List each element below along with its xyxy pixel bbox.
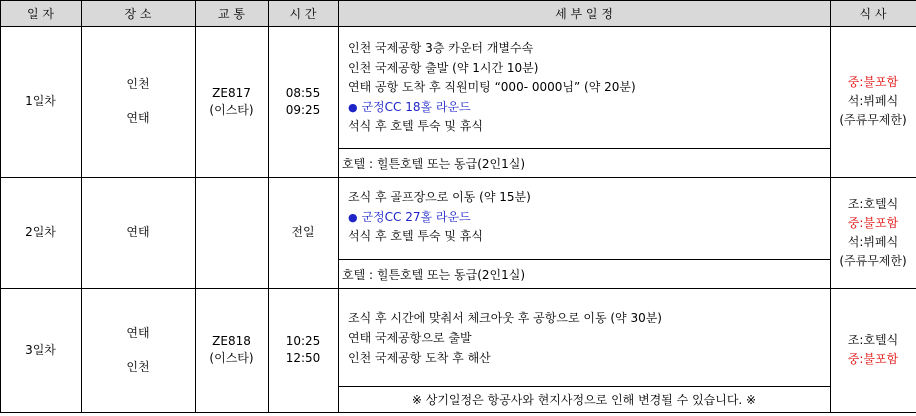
row2-place: [81, 177, 195, 288]
airline-name: (이스타): [209, 102, 254, 117]
schedule-line: 연태 국제공항으로 출발: [348, 331, 472, 345]
header-place: 장 소: [81, 0, 195, 26]
schedule-line: 석식 후 호텔 투숙 및 휴식: [348, 229, 483, 243]
row3-place: [81, 288, 195, 412]
row2-schedule: [338, 188, 830, 247]
round-text: 군정CC 27홀 라운드: [361, 209, 471, 224]
row3-day: [0, 288, 81, 412]
place-label: 연태: [126, 325, 150, 340]
header-transport: 교 통: [195, 0, 268, 26]
grid-line: [338, 0, 339, 413]
time-value: 전일: [291, 225, 315, 239]
meal-line: 조:호텔식: [847, 196, 899, 211]
meal-line: 석:뷔페식: [847, 234, 899, 249]
schedule-line: 연태 공항 도착 후 직원미팅 “000- 0000님” (약 20분): [348, 80, 636, 94]
place-label: 연태: [126, 225, 150, 239]
row3-meal: [830, 288, 916, 412]
grid-line: [0, 0, 916, 1]
day-label: 1일차: [25, 94, 56, 108]
bullet-dot-icon: ●: [348, 210, 358, 224]
grid-line: [338, 148, 830, 149]
meal-line: 석:뷔페식: [847, 94, 899, 108]
day-label: 3일차: [25, 342, 56, 357]
grid-line: [830, 0, 831, 413]
flight-number: ZE817: [212, 85, 251, 100]
schedule-line: 인천 국제공항 출발 (약 1시간 10분): [348, 60, 539, 75]
flight-number: ZE818: [212, 334, 251, 348]
row3-time: [268, 288, 338, 412]
notice-text: ※ 상기일정은 항공사와 현지사정으로 인해 변경될 수 있습니다. ※: [411, 392, 757, 407]
row2-transport: [195, 177, 268, 288]
time-value: 10:25: [285, 334, 321, 348]
row2-meal: [830, 177, 916, 288]
grid-line: [338, 259, 830, 260]
grid-line: [0, 288, 916, 289]
round-line: [348, 98, 830, 118]
row1-hotel: 호텔 : 힐튼호텔 또는 동급(2인1실): [342, 156, 526, 171]
grid-line: [0, 26, 916, 27]
round-text: 군정CC 18홀 라운드: [361, 99, 471, 114]
meal-line: 중:불포함: [847, 75, 899, 89]
meal-line: 중:불포함: [847, 215, 899, 230]
meal-line: (주류무제한): [839, 113, 907, 127]
row1-place: [81, 26, 195, 177]
schedule-line: 조식 후 시간에 맞춰서 체크아웃 후 공항으로 이동 (약 30분): [348, 311, 662, 325]
row3-schedule: [338, 308, 830, 368]
row2-hotel: 호텔 : 힐튼호텔 또는 동급(2인1실): [342, 267, 526, 282]
row1-time: [268, 26, 338, 177]
place-label: 인천: [126, 359, 150, 374]
time-value: 09:25: [285, 102, 321, 117]
schedule-line: 인천 국제공항 3층 카운터 개별수속: [348, 41, 534, 55]
row3-transport: [195, 288, 268, 412]
meal-line: 조:호텔식: [847, 333, 899, 347]
grid-line: [0, 177, 916, 178]
grid-line: [268, 0, 269, 413]
time-value: 08:55: [285, 85, 321, 100]
header-time: 시 간: [268, 0, 338, 26]
header-day: 일 자: [0, 0, 81, 26]
time-value: 12:50: [285, 351, 321, 365]
row1-day: [0, 26, 81, 177]
grid-line: [195, 0, 196, 413]
row1-meal: [830, 26, 916, 177]
schedule-line: 석식 후 호텔 투숙 및 휴식: [348, 119, 483, 133]
bullet-dot-icon: ●: [348, 100, 358, 114]
row1-schedule: [338, 39, 830, 137]
schedule-line: 인천 국제공항 도착 후 해산: [348, 351, 491, 365]
grid-line: [0, 412, 916, 413]
header-meal: 식 사: [830, 0, 916, 26]
grid-line: [81, 0, 82, 413]
day-label: 2일차: [25, 225, 56, 239]
row2-day: [0, 177, 81, 288]
schedule-line: 조식 후 골프장으로 이동 (약 15분): [348, 190, 531, 204]
meal-line: 중:불포함: [847, 352, 899, 366]
grid-line: [338, 386, 830, 387]
row2-time: [268, 177, 338, 288]
round-line: [348, 208, 830, 228]
place-label: 연태: [126, 111, 150, 125]
row1-transport: [195, 26, 268, 177]
header-detail: 세 부 일 정: [338, 0, 830, 26]
grid-line: [0, 0, 1, 413]
place-label: 인천: [126, 77, 150, 91]
meal-line: (주류무제한): [839, 253, 907, 268]
airline-name: (이스타): [209, 351, 254, 365]
